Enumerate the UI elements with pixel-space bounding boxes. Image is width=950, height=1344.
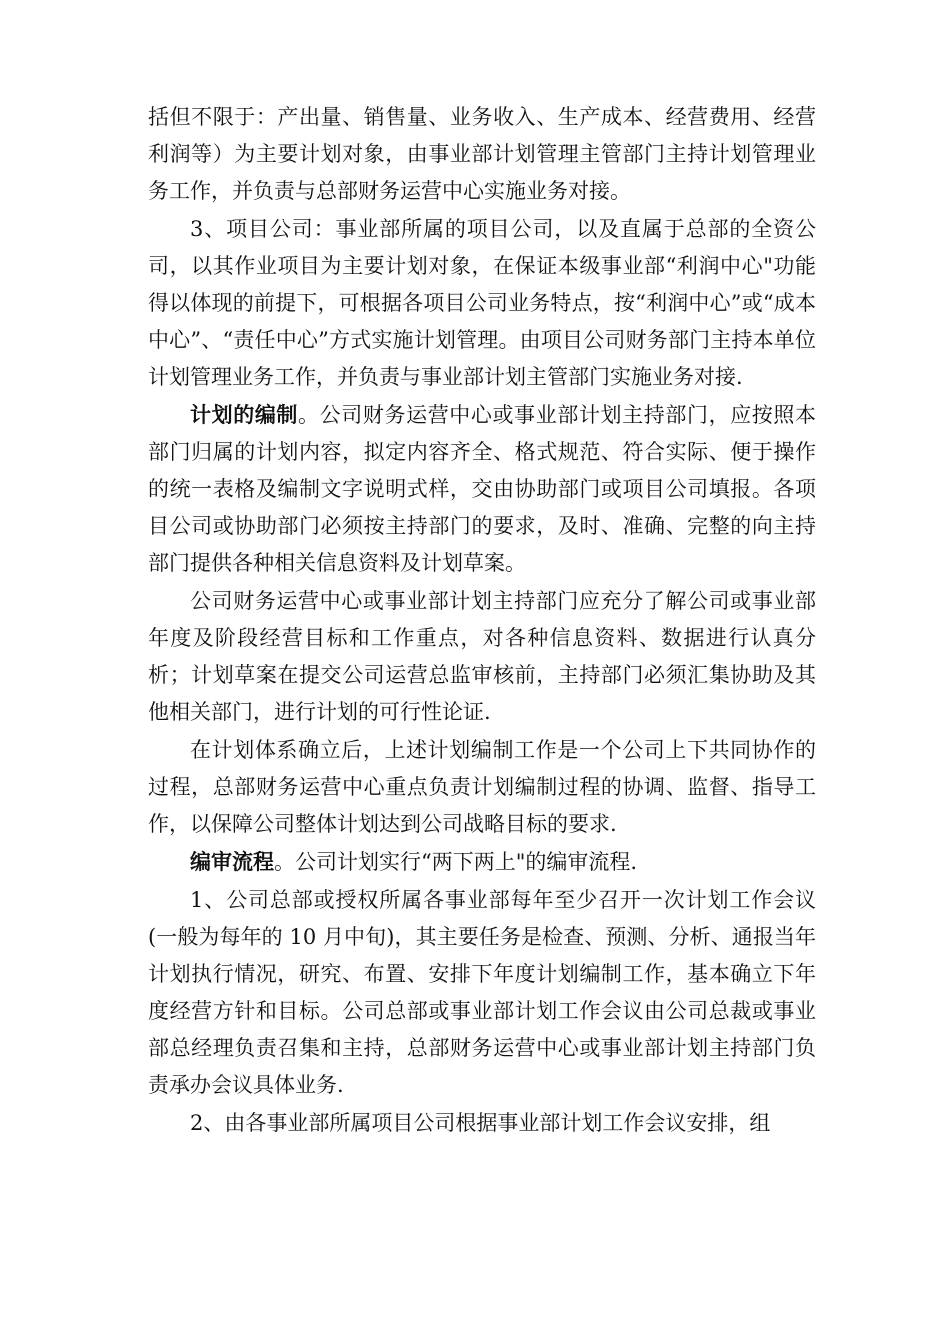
- paragraph-4: [148, 582, 816, 731]
- paragraph-7-text: 1、公司总部或授权所属各事业部每年至少召开一次计划工作会议(一般为每年的 10 月中旬)，其主要任务是检查、预测、分析、通报当年计划执行情况，研究、布置、安排下年度计划编制工作，基本确立下年度经营方针和目标。公司总部或事业部计划工作会议由公司总裁或事业部总经理负责召集和主持，总部财务运营中心或事业部计划主持部门负责承办会议具体业务.: [148, 888, 816, 1097]
- paragraph-4-text: 公司财务运营中心或事业部计划主持部门应充分了解公司或事业部年度及阶段经营目标和工作重点，对各种信息资料、数据进行认真分析；计划草案在提交公司运营总监审核前，主持部门必须汇集协助及其他相关部门，进行计划的可行性论证.: [148, 589, 816, 724]
- paragraph-6-text: 。公司计划实行“两下两上"的编审流程.: [274, 850, 638, 874]
- paragraph-2-text: 3、项目公司：事业部所属的项目公司，以及直属于总部的全资公司，以其作业项目为主要计划对象，在保证本级事业部“利润中心"功能得以体现的前提下，可根据各项目公司业务特点，按“利润中心”或“成本中心”、“责任中心”方式实施计划管理。由项目公司财务部门主持本单位计划管理业务工作，并负责与事业部计划主管部门实施业务对接.: [148, 217, 816, 389]
- paragraph-1: [148, 98, 816, 210]
- paragraph-7: [148, 881, 816, 1104]
- paragraph-8: [148, 1104, 816, 1142]
- document-body: [148, 98, 816, 1142]
- paragraph-2: [148, 210, 816, 396]
- paragraph-6: [148, 843, 816, 881]
- paragraph-1-text: 括但不限于：产出量、销售量、业务收入、生产成本、经营费用、经营利润等）为主要计划对象，由事业部计划管理主管部门主持计划管理业务工作，并负责与总部财务运营中心实施业务对接。: [148, 105, 816, 203]
- paragraph-6-lead: 编审流程: [190, 849, 274, 874]
- paragraph-3-text: 。公司财务运营中心或事业部计划主持部门，应按照本部门归属的计划内容，拟定内容齐全、格式规范、符合实际、便于操作的统一表格及编制文字说明式样，交由协助部门或项目公司填报。各项目公司或协助部门必须按主持部门的要求，及时、准确、完整的向主持部门提供各种相关信息资料及计划草案。: [148, 403, 817, 575]
- paragraph-5: [148, 731, 816, 843]
- paragraph-8-text: 2、由各事业部所属项目公司根据事业部计划工作会议安排，组: [190, 1111, 771, 1135]
- paragraph-3-lead: 计划的编制: [190, 402, 299, 427]
- paragraph-5-text: 在计划体系确立后，上述计划编制工作是一个公司上下共同协作的过程，总部财务运营中心重点负责计划编制过程的协调、监督、指导工作，以保障公司整体计划达到公司战略目标的要求.: [148, 738, 816, 836]
- paragraph-3: [148, 396, 816, 582]
